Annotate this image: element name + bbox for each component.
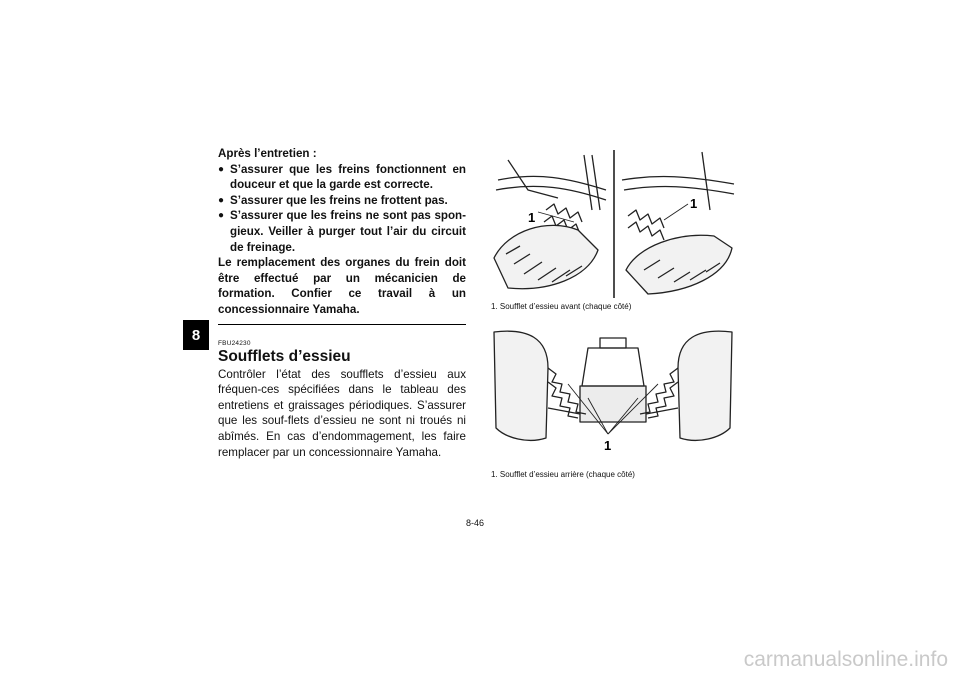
section-divider — [218, 324, 466, 325]
callout-1: 1 — [528, 210, 536, 225]
bullet-item — [218, 193, 466, 209]
left-column — [218, 146, 466, 460]
front-figure-caption: 1. Soufflet d’essieu avant (chaque côté) — [491, 302, 632, 311]
bullet-icon: ● — [218, 194, 225, 206]
watermark: carmanualsonline.info — [743, 648, 948, 671]
bullet-item — [218, 162, 466, 193]
after-maintenance-title: Après l’entretien : — [218, 147, 317, 160]
page-number: 8-46 — [466, 518, 485, 528]
chapter-tab: 8 — [183, 320, 209, 350]
section-body: Contrôler l’état des soufflets d’essieu aux fréquen-ces spécifiées dans le tableau des entretiens et graissages périodiques. S’assurer que les souf-flets d’essieu ne sont ni troués ni abîmés. En cas d’endommagement, les faire remplacer par un concessionnaire Yamaha. — [218, 367, 466, 459]
callout-1-right: 1 — [690, 196, 698, 211]
bullet-icon: ● — [218, 210, 225, 222]
bullet-text: S’assurer que les freins ne sont pas spon-gieux. Veiller à purger tout l’air du circuit de freinage. — [230, 209, 466, 254]
bullet-text: S’assurer que les freins fonctionnent en douceur et que la garde est correcte. — [230, 162, 466, 192]
bullet-text: S’assurer que les freins ne frottent pas. — [230, 193, 448, 207]
section-title: Soufflets d’essieu — [218, 347, 351, 365]
bullet-icon: ● — [218, 163, 225, 175]
rear-axle-boot-illustration — [488, 328, 738, 463]
section-code: FBU24230 — [218, 339, 251, 347]
bullet-item — [218, 208, 466, 255]
callout-1: 1 — [604, 438, 612, 453]
warning-text: Le remplacement des organes du frein doit être effectué par un mécanicien de formation. Confier ce travail à un concessionnaire Yamaha. — [218, 256, 466, 316]
rear-figure-caption: 1. Soufflet d’essieu arrière (chaque côté) — [491, 470, 635, 479]
front-axle-boot-illustration — [488, 150, 738, 298]
